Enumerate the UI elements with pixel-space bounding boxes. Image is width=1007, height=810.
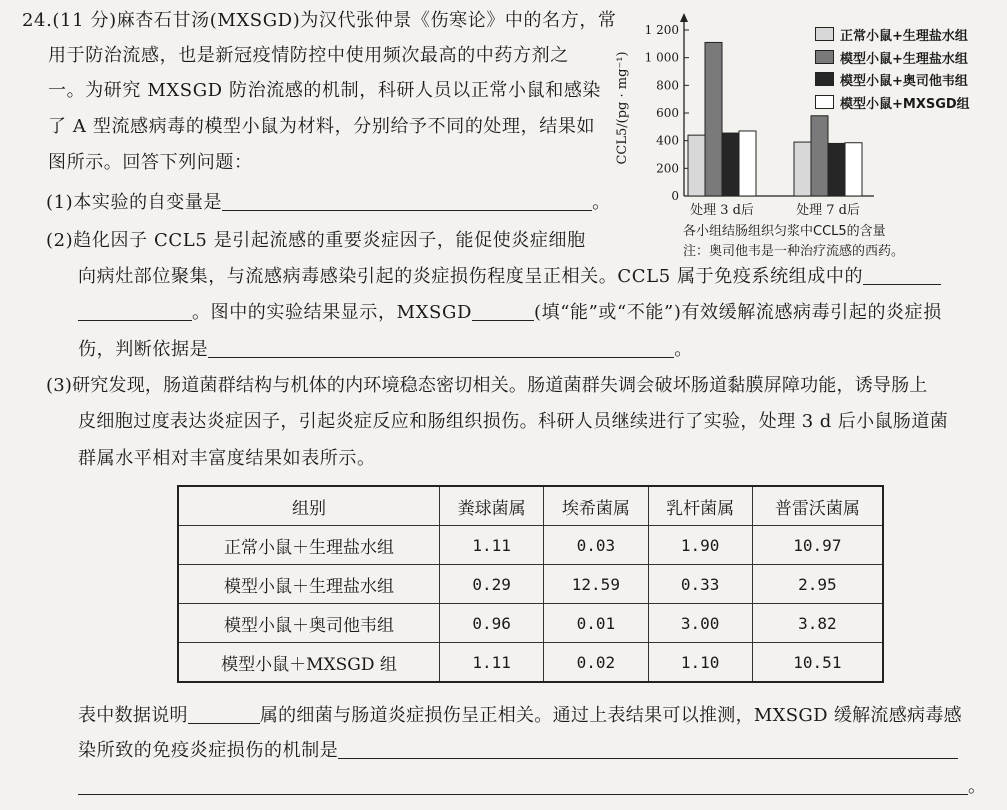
table-cell: 模型小鼠＋生理盐水组 <box>178 565 440 604</box>
sub-question-3-line-3: 群属水平相对丰富度结果如表所示。 <box>78 448 376 469</box>
table-cell: 12.59 <box>544 565 648 604</box>
table-cell: 3.00 <box>648 604 752 643</box>
chart-y-tick-label: 800 <box>656 78 679 93</box>
legend-label: 模型小鼠+MXSGD组 <box>840 97 970 112</box>
legend-label: 正常小鼠+生理盐水组 <box>840 29 968 44</box>
answer-blank-8[interactable] <box>78 776 968 795</box>
chart-bar <box>722 133 739 196</box>
chart-bar <box>705 42 722 196</box>
after-table-line-2 <box>78 740 958 762</box>
chart-y-tick-label: 1 200 <box>644 23 679 37</box>
question-line-2: 用于防治流感，也是新冠疫情防控中使用频次最高的中药方剂之 <box>48 45 569 66</box>
answer-blank-1[interactable] <box>222 192 592 211</box>
chart-bar <box>828 143 845 196</box>
table-cell: 正常小鼠＋生理盐水组 <box>178 526 440 565</box>
chart-bar <box>739 131 756 196</box>
table-cell: 2.95 <box>752 565 883 604</box>
sub-question-2-line-3-end: (填“能”或“不能”)有效缓解流感病毒引起的炎症损 <box>534 302 942 323</box>
chart-y-axis-arrow <box>680 13 688 22</box>
chart-x-tick-label: 处理 7 d后 <box>796 203 860 218</box>
table-cell: 10.97 <box>752 526 883 565</box>
sub-question-2-line-3-mid: 。图中的实验结果显示，MXSGD <box>192 302 472 323</box>
after-table-line-1-a: 表中数据说明 <box>78 705 188 726</box>
answer-blank-7[interactable] <box>338 740 958 759</box>
legend-swatch <box>815 72 834 86</box>
chart-bar <box>811 116 828 196</box>
question-line-4: 了 A 型流感病毒的模型小鼠为材料，分别给予不同的处理，结果如 <box>48 116 596 137</box>
chart-y-tick-label: 1 000 <box>644 50 679 65</box>
sub-question-2-line-1: (2)趋化因子 CCL5 是引起流感的重要炎症因子，能促使炎症细胞 <box>46 230 586 251</box>
chart-y-tick-label: 200 <box>656 161 679 176</box>
question-line-3: 一。为研究 MXSGD 防治流感的机制，科研人员以正常小鼠和感染 <box>48 80 602 101</box>
chart-y-tick-label: 400 <box>656 133 679 148</box>
table-cell: 0.33 <box>648 565 752 604</box>
chart-y-tick-label: 0 <box>671 189 679 203</box>
table-cell: 10.51 <box>752 643 883 683</box>
question-line-1: 24.(11 分)麻杏石甘汤(MXSGD)为汉代张仲景《伤寒论》中的名方，常 <box>22 10 617 31</box>
chart-note: 注：奥司他韦是一种治疗流感的西药。 <box>683 244 905 259</box>
table-cell: 1.11 <box>440 526 544 565</box>
answer-blank-6[interactable] <box>188 705 260 724</box>
table-row <box>178 565 883 604</box>
answer-blank-4[interactable] <box>472 302 534 321</box>
table-cell: 1.10 <box>648 643 752 683</box>
table-row <box>178 643 883 683</box>
after-table-line-1-b: 属的细菌与肠道炎症损伤呈正相关。通过上表结果可以推测，MXSGD 缓解流感病毒感 <box>259 705 962 726</box>
legend-item-normal-saline <box>815 27 968 45</box>
table-header-cell: 粪球菌属 <box>440 486 544 526</box>
table-cell: 0.03 <box>544 526 648 565</box>
after-table-line-1 <box>78 705 962 727</box>
chart-x-tick-label: 处理 3 d后 <box>690 203 754 218</box>
table-cell: 1.11 <box>440 643 544 683</box>
table-header-row <box>178 486 883 526</box>
legend-label: 模型小鼠+奥司他韦组 <box>840 74 968 89</box>
after-table-line-2-text: 染所致的免疫炎症损伤的机制是 <box>78 740 339 761</box>
table-header-cell: 组别 <box>178 486 440 526</box>
legend-item-model-saline <box>815 50 968 68</box>
sub-question-2-line-4-end: 。 <box>674 339 693 360</box>
sub-question-3-line-1: (3)研究发现，肠道菌群结构与机体的内环境稳态密切相关。肠道菌群失调会破坏肠道黏膜屏障功能，诱导肠上 <box>46 375 928 396</box>
sub-question-2-line-4-text: 伤，判断依据是 <box>78 339 209 360</box>
legend-item-model-oseltamivir <box>815 72 968 90</box>
after-table-line-3 <box>78 776 987 798</box>
legend-swatch <box>815 95 834 109</box>
chart-bar <box>794 142 811 196</box>
sub-question-2-line-3 <box>78 302 942 324</box>
table-cell: 模型小鼠＋奥司他韦组 <box>178 604 440 643</box>
question-line-5: 图所示。回答下列问题： <box>48 152 253 173</box>
table-cell: 0.29 <box>440 565 544 604</box>
sub-question-1 <box>46 192 611 214</box>
chart-bar <box>845 143 862 196</box>
table-cell: 3.82 <box>752 604 883 643</box>
table-row <box>178 604 883 643</box>
legend-swatch <box>815 27 834 41</box>
answer-blank-5[interactable] <box>208 339 674 358</box>
table-header-cell: 埃希菌属 <box>544 486 648 526</box>
legend-label: 模型小鼠+生理盐水组 <box>840 52 968 67</box>
chart-caption: 各小组结肠组织匀浆中CCL5的含量 <box>683 224 886 239</box>
table-cell: 0.96 <box>440 604 544 643</box>
chart-y-tick-label: 600 <box>656 106 679 120</box>
table-cell: 1.90 <box>648 526 752 565</box>
data-table <box>177 485 884 683</box>
chart-y-axis-label: CCL5/(pg · mg⁻¹) <box>615 51 630 165</box>
table-header-cell: 乳杆菌属 <box>648 486 752 526</box>
answer-blank-2[interactable] <box>863 266 941 285</box>
sub-question-2-line-4 <box>78 339 693 361</box>
table-cell: 0.02 <box>544 643 648 683</box>
sub-question-1-text: (1)本实验的自变量是 <box>46 192 223 213</box>
table-cell: 0.01 <box>544 604 648 643</box>
table-header-cell: 普雷沃菌属 <box>752 486 883 526</box>
sub-question-3-line-2: 皮细胞过度表达炎症因子，引起炎症反应和肠组织损伤。科研人员继续进行了实验，处理 3 d 后小鼠肠道菌 <box>78 411 949 432</box>
sub-question-1-end: 。 <box>592 192 611 213</box>
after-table-line-3-end: 。 <box>968 776 987 797</box>
legend-swatch <box>815 50 834 64</box>
legend-item-model-mxsgd <box>815 95 970 113</box>
sub-question-2-line-2 <box>78 266 941 288</box>
chart-bar <box>688 135 705 196</box>
answer-blank-3[interactable] <box>78 302 192 321</box>
table-row <box>178 526 883 565</box>
sub-question-2-line-2-text: 向病灶部位聚集，与流感病毒感染引起的炎症损伤程度呈正相关。CCL5 属于免疫系统组成中的 <box>78 266 864 287</box>
table-cell: 模型小鼠＋MXSGD 组 <box>178 643 440 683</box>
